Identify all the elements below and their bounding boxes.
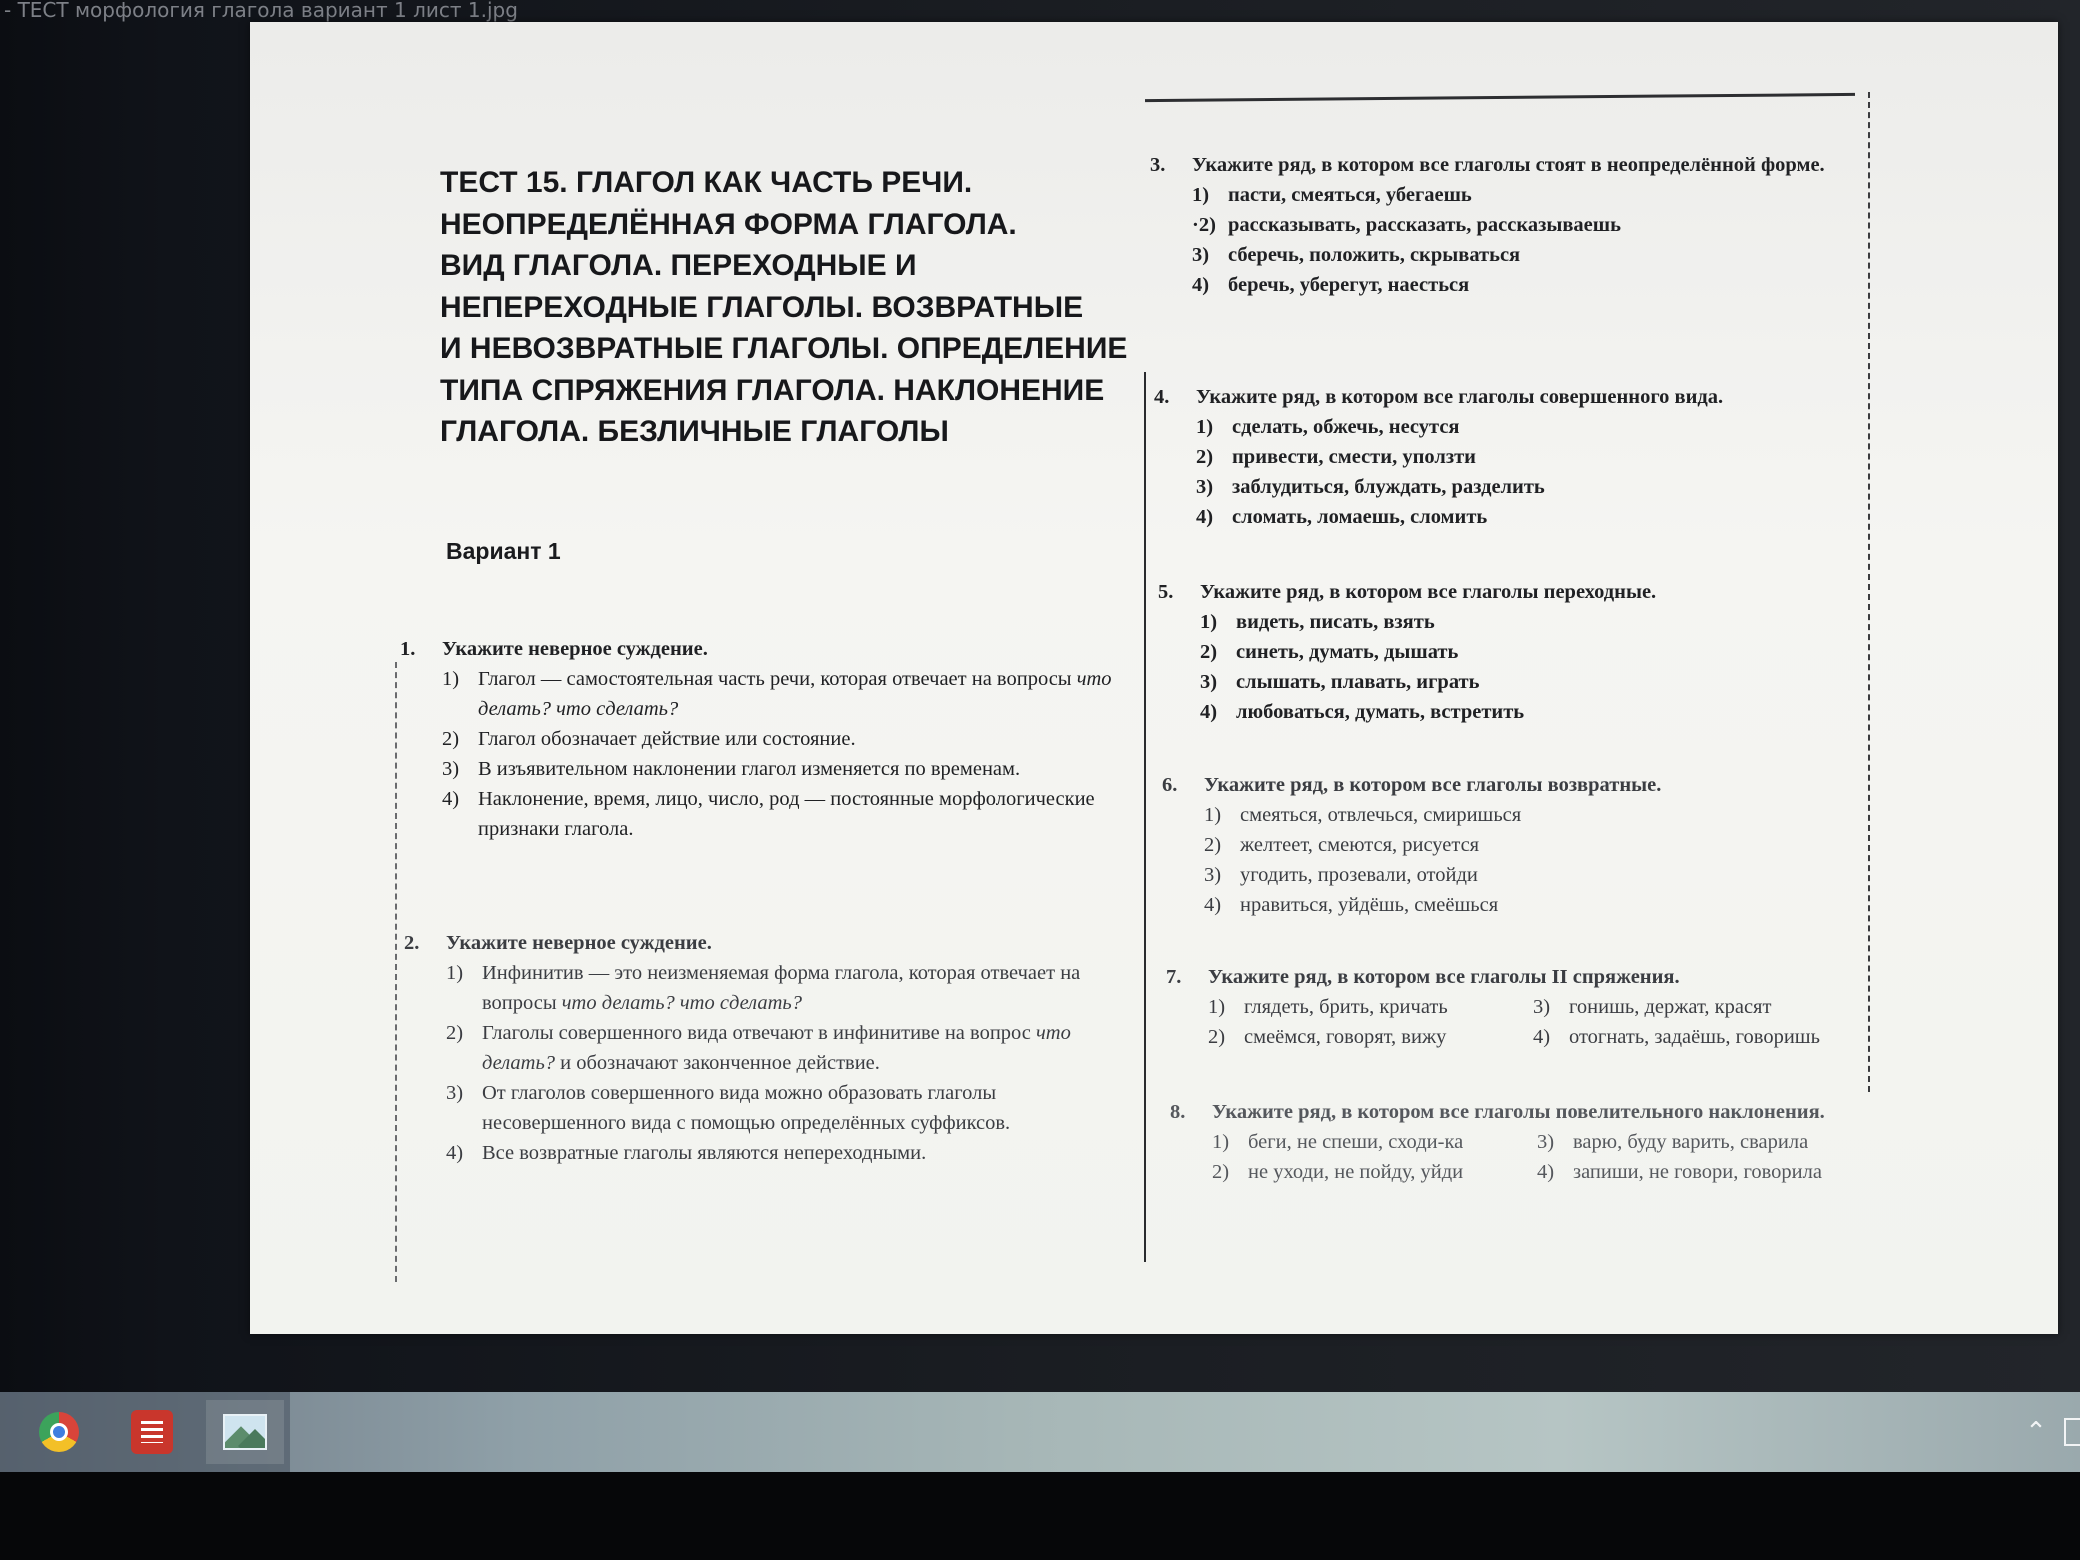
option-number: 2) (1204, 834, 1222, 856)
answer-option (1196, 412, 1864, 442)
option-number: 4) (442, 788, 460, 810)
option-number: 1) (1196, 416, 1214, 438)
option-text: привести, смести, уползти (1232, 446, 1476, 468)
option-text: Наклонение, время, лицо, число, род — постоянные морфологические признаки глагола. (478, 788, 1095, 840)
question-prompt: Укажите ряд, в котором все глаголы стоят в неопределённой форме. (1192, 154, 1825, 176)
option-number: 1) (1200, 611, 1218, 633)
answer-option (1200, 607, 1868, 637)
title-line: ВИД ГЛАГОЛА. ПЕРЕХОДНЫЕ И (440, 249, 917, 282)
question-7 (1166, 962, 1876, 1052)
option-number: 3) (1204, 864, 1222, 886)
taskbar (0, 1392, 2080, 1472)
option-number: ·2) (1192, 214, 1216, 236)
option-text: любоваться, думать, встретить (1236, 701, 1525, 723)
answer-option (1533, 992, 1876, 1022)
option-number: 3) (1192, 244, 1210, 266)
question-4 (1154, 382, 1864, 532)
option-number: 4) (1196, 506, 1214, 528)
option-text: желтеет, смеются, рисуется (1240, 834, 1480, 856)
option-text: глядеть, брить, кричать (1244, 996, 1448, 1018)
option-text: угодить, прозевали, отойди (1240, 864, 1478, 886)
question-5 (1158, 577, 1868, 727)
answer-option (442, 724, 1120, 754)
question-number: 2. (404, 932, 420, 954)
option-number: 4) (1204, 894, 1222, 916)
question-prompt: Укажите ряд, в котором все глаголы возвратные. (1204, 774, 1662, 796)
option-number: 2) (1208, 1026, 1226, 1048)
option-number: 2) (1196, 446, 1214, 468)
option-number: 4) (1192, 274, 1210, 296)
title-line: ТИПА СПРЯЖЕНИЯ ГЛАГОЛА. НАКЛОНЕНИЕ (440, 373, 1105, 407)
option-number: 1) (1204, 804, 1222, 826)
column-divider (1144, 372, 1146, 1262)
tray-chevron-icon[interactable]: ⌃ (2025, 1417, 2047, 1447)
answer-option (1196, 442, 1864, 472)
question-prompt: Укажите ряд, в котором все глаголы переходные. (1200, 581, 1657, 603)
option-text: слышать, плавать, играть (1236, 671, 1480, 693)
answer-option (1204, 800, 1872, 830)
option-number: 1) (1192, 184, 1210, 206)
question-number: 7. (1166, 966, 1182, 988)
chrome-icon (39, 1412, 79, 1452)
option-number: 3) (1537, 1131, 1555, 1153)
option-number: 2) (442, 728, 460, 750)
document-image (250, 22, 2058, 1334)
answer-option (446, 1018, 1124, 1078)
window-title: - ТЕСТ морфология глагола вариант 1 лист 1.jpg (4, 0, 518, 22)
question-prompt: Укажите ряд, в котором все глаголы совершенного вида. (1196, 386, 1724, 408)
question-number: 5. (1158, 581, 1174, 603)
option-number: 1) (1208, 996, 1226, 1018)
option-number: 2) (1200, 641, 1218, 663)
title-line: НЕОПРЕДЕЛЁННАЯ ФОРМА ГЛАГОЛА. (440, 207, 1017, 241)
question-number: 4. (1154, 386, 1170, 408)
answer-option (1204, 860, 1872, 890)
answer-option (1212, 1127, 1537, 1157)
answer-option (1212, 1157, 1537, 1187)
option-text: пасти, смеяться, убегаешь (1228, 184, 1472, 206)
option-number: 1) (442, 668, 460, 690)
option-italic: что делать? что сделать? (478, 668, 1112, 720)
answer-option (1204, 890, 1872, 920)
option-text: гонишь, держат, красят (1569, 996, 1772, 1018)
question-1 (400, 634, 1120, 844)
option-number: 3) (1533, 996, 1551, 1018)
option-text-tail: и обозначают законченное действие. (555, 1052, 880, 1074)
answer-option (1537, 1157, 1880, 1187)
option-text: сделать, обжечь, несутся (1232, 416, 1460, 438)
answer-option (1208, 992, 1533, 1022)
answer-option (442, 754, 1120, 784)
top-rule (1145, 93, 1855, 102)
variant-label: Вариант 1 (446, 538, 561, 564)
option-text: сломать, ломаешь, сломить (1232, 506, 1488, 528)
option-text: запиши, не говори, говорила (1573, 1161, 1822, 1183)
question-2 (404, 928, 1124, 1168)
question-number: 1. (400, 638, 416, 660)
option-number: 4) (1537, 1161, 1555, 1183)
question-prompt: Укажите ряд, в котором все глаголы повелительного наклонения. (1212, 1101, 1825, 1123)
answer-option (1204, 830, 1872, 860)
question-prompt: Укажите неверное суждение. (442, 638, 708, 660)
question-prompt: Укажите неверное суждение. (446, 932, 712, 954)
answer-option (1200, 667, 1868, 697)
test-title (440, 162, 1128, 453)
option-text: варю, буду варить, сварила (1573, 1131, 1809, 1153)
question-number: 6. (1162, 774, 1178, 796)
option-text: не уходи, не пойду, уйди (1248, 1161, 1464, 1183)
option-text: заблудиться, блуждать, разделить (1232, 476, 1545, 498)
option-text: синеть, думать, дышать (1236, 641, 1459, 663)
title-line: И НЕВОЗВРАТНЫЕ ГЛАГОЛЫ. ОПРЕДЕЛЕНИЕ (440, 332, 1128, 365)
cut-line-left (395, 662, 397, 1282)
taskbar-docs-button[interactable] (113, 1400, 191, 1464)
option-number: 4) (1200, 701, 1218, 723)
option-text: смеяться, отвлечься, смиришься (1240, 804, 1522, 826)
answer-option (446, 1138, 1124, 1168)
answer-option (1537, 1127, 1880, 1157)
taskbar-photos-button[interactable] (206, 1400, 284, 1464)
answer-option (446, 958, 1124, 1018)
option-number: 3) (446, 1082, 464, 1104)
option-text: нравиться, уйдёшь, смеёшься (1240, 894, 1499, 916)
option-number: 3) (442, 758, 460, 780)
answer-option (1192, 270, 1860, 300)
option-text: Глагол — самостоятельная часть речи, которая отвечает на вопросы (478, 668, 1077, 690)
option-text: беречь, уберегут, наесться (1228, 274, 1470, 296)
option-text: Все возвратные глаголы являются непереходными. (482, 1142, 927, 1164)
option-number: 2) (1212, 1161, 1230, 1183)
question-6 (1162, 770, 1872, 920)
answer-option (1200, 697, 1868, 727)
answer-option (1192, 240, 1860, 270)
title-line: ТЕСТ 15. ГЛАГОЛ КАК ЧАСТЬ РЕЧИ. (440, 166, 973, 199)
title-line: ГЛАГОЛА. БЕЗЛИЧНЫЕ ГЛАГОЛЫ (440, 415, 949, 448)
option-text: Инфинитив — это неизменяемая форма глагола, которая отвечает на вопросы (482, 962, 1081, 1014)
question-prompt: Укажите ряд, в котором все глаголы II спряжения. (1208, 966, 1680, 988)
tray-notification-icon[interactable] (2064, 1418, 2080, 1446)
option-text: отогнать, задаёшь, говоришь (1569, 1026, 1820, 1048)
answer-option (1208, 1022, 1533, 1052)
question-3 (1150, 150, 1860, 300)
option-italic: что делать? что сделать? (561, 992, 802, 1014)
docs-icon (131, 1410, 173, 1454)
option-number: 4) (446, 1142, 464, 1164)
cut-line-right (1868, 92, 1870, 1092)
option-text: смеёмся, говорят, вижу (1244, 1026, 1447, 1048)
option-text: Глагол обозначает действие или состояние. (478, 728, 856, 750)
option-text: сберечь, положить, скрываться (1228, 244, 1521, 266)
answer-option (1196, 502, 1864, 532)
answer-option (442, 664, 1120, 724)
answer-option (1192, 180, 1860, 210)
answer-option (1192, 210, 1860, 240)
answer-option (442, 784, 1120, 844)
answer-option (446, 1078, 1124, 1138)
option-number: 2) (446, 1022, 464, 1044)
option-italic: что делать? (482, 1022, 1071, 1074)
option-text: рассказывать, рассказать, рассказываешь (1228, 214, 1621, 236)
monitor-bezel (0, 1472, 2080, 1560)
taskbar-chrome-button[interactable] (20, 1400, 98, 1464)
option-number: 3) (1196, 476, 1214, 498)
answer-option (1196, 472, 1864, 502)
option-text: Глаголы совершенного вида отвечают в инфинитиве на вопрос (482, 1022, 1037, 1044)
option-text: От глаголов совершенного вида можно образовать глаголы несовершенного вида с помощью определённых суффиксов. (482, 1082, 1011, 1134)
option-number: 3) (1200, 671, 1218, 693)
option-number: 4) (1533, 1026, 1551, 1048)
option-number: 1) (446, 962, 464, 984)
option-text: В изъявительном наклонении глагол изменяется по временам. (478, 758, 1021, 780)
answer-option (1533, 1022, 1876, 1052)
question-8 (1170, 1097, 1880, 1187)
option-number: 1) (1212, 1131, 1230, 1153)
title-line: НЕПЕРЕХОДНЫЕ ГЛАГОЛЫ. ВОЗВРАТНЫЕ (440, 290, 1084, 324)
question-number: 3. (1150, 154, 1166, 176)
question-number: 8. (1170, 1101, 1186, 1123)
option-text: беги, не спеши, сходи-ка (1248, 1131, 1464, 1153)
option-text: видеть, писать, взять (1236, 611, 1435, 633)
answer-option (1200, 637, 1868, 667)
photos-icon (223, 1414, 267, 1450)
